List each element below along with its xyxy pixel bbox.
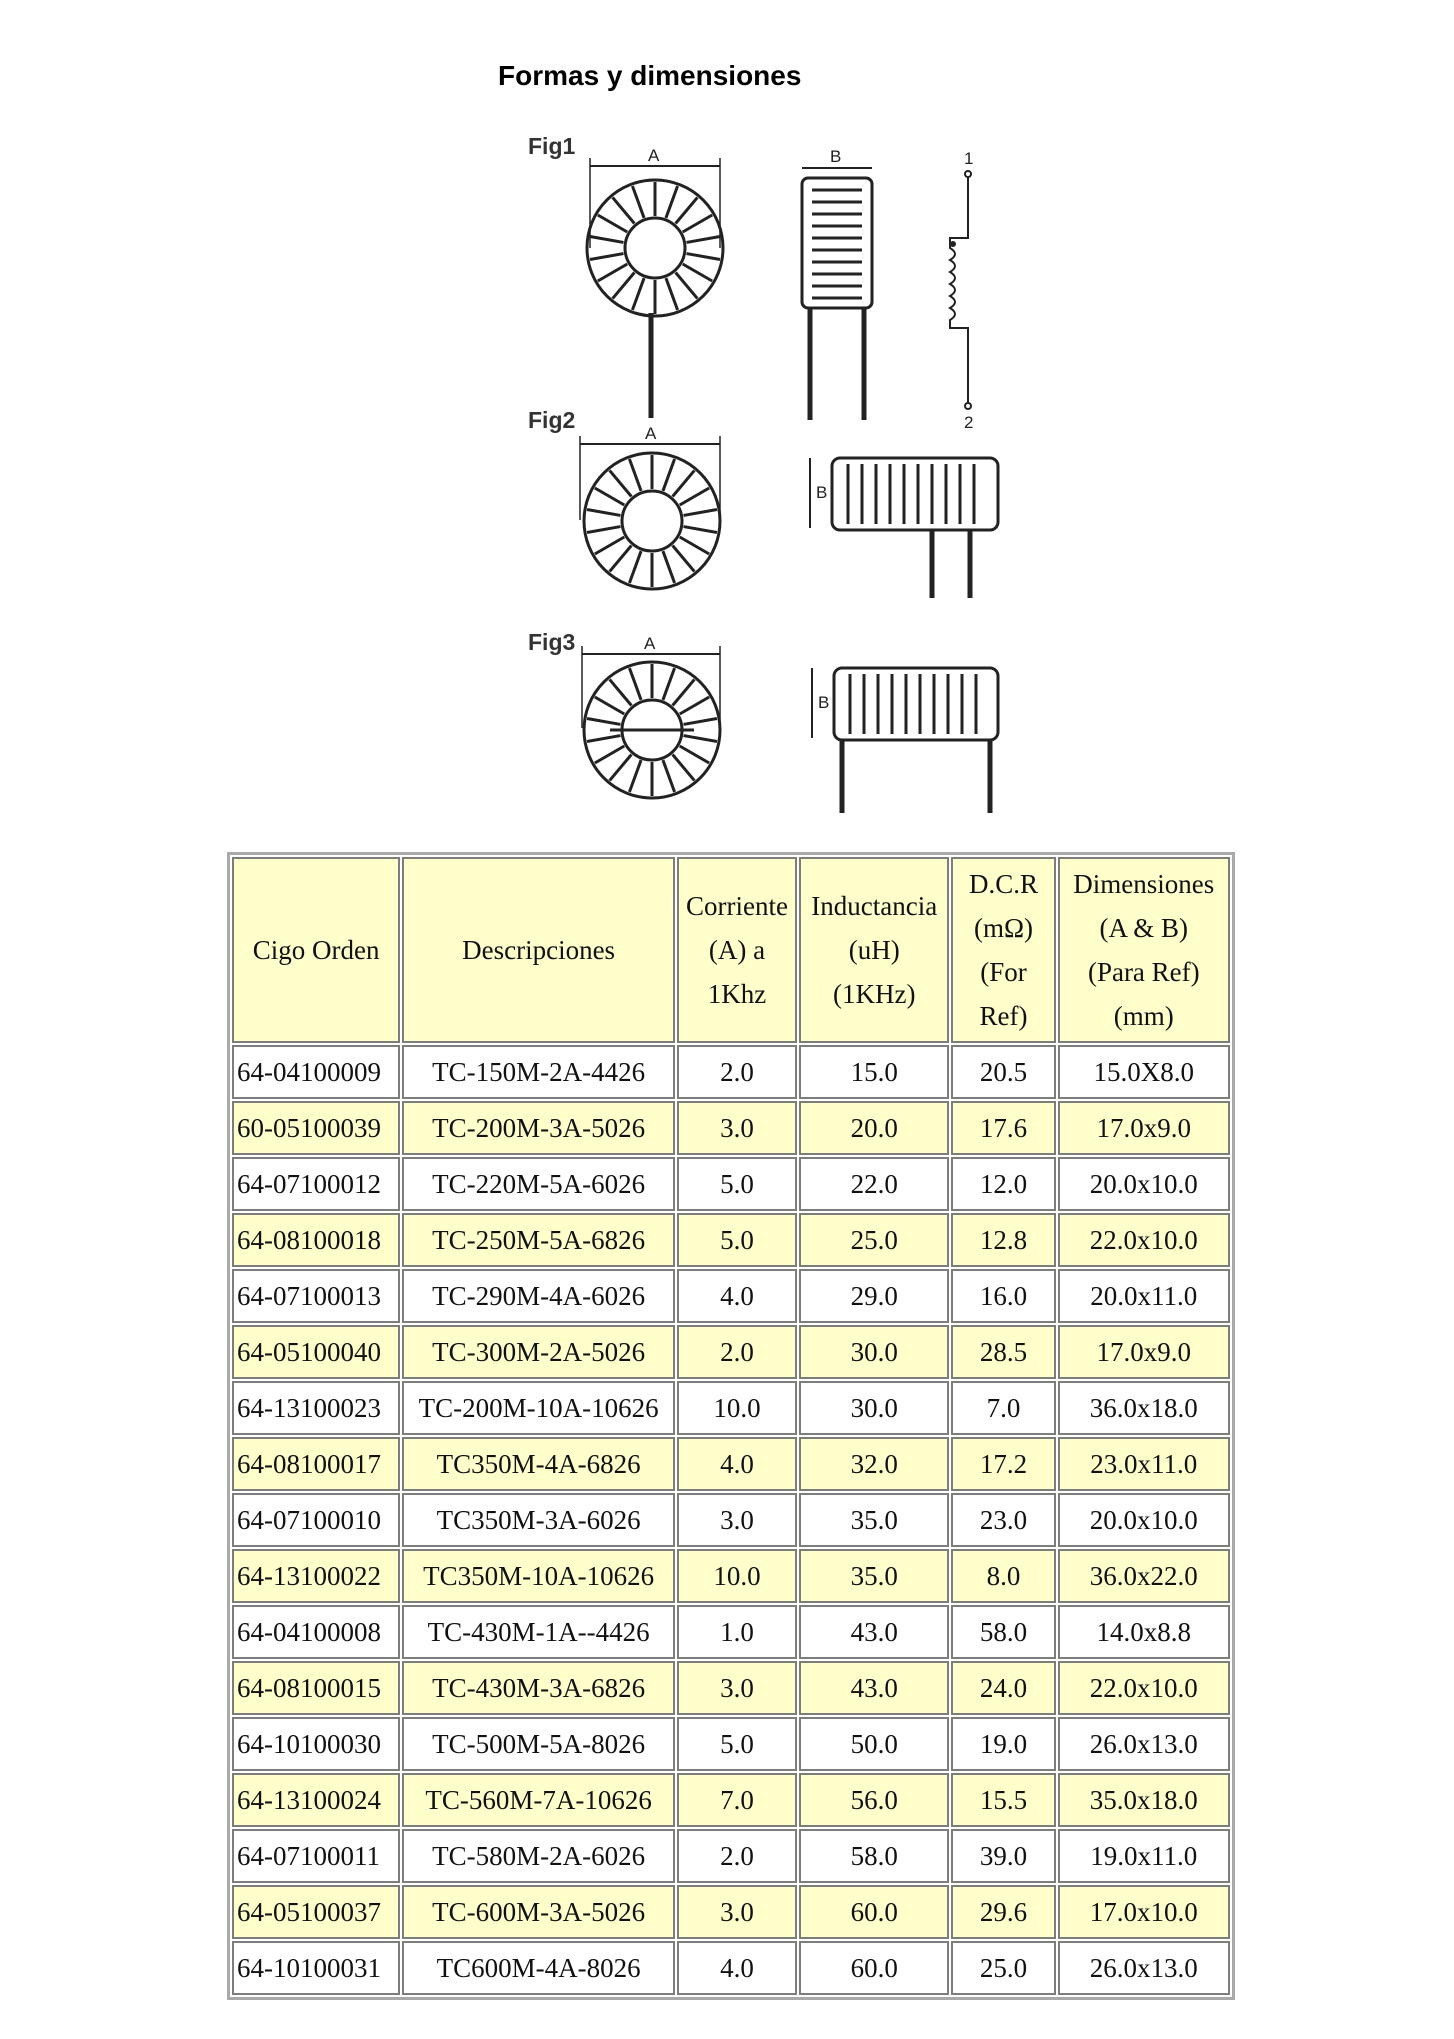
cell-inductance: 35.0 [799,1493,949,1547]
header-description: Descripciones [402,857,675,1043]
cell-description: TC350M-3A-6026 [402,1493,675,1547]
cell-order-code: 64-07100011 [232,1829,400,1883]
cell-description: TC-220M-5A-6026 [402,1157,675,1211]
cell-current: 4.0 [677,1437,797,1491]
cell-order-code: 64-07100013 [232,1269,400,1323]
cell-order-code: 64-08100017 [232,1437,400,1491]
cell-dimensions: 19.0x11.0 [1058,1829,1230,1883]
cell-dcr: 20.5 [951,1045,1055,1099]
cell-current: 7.0 [677,1773,797,1827]
table-row [232,1045,1230,1099]
fig2-dim-a: A [645,424,657,443]
cell-dcr: 24.0 [951,1661,1055,1715]
table-row [232,1101,1230,1155]
cell-inductance: 29.0 [799,1269,949,1323]
cell-inductance: 43.0 [799,1605,949,1659]
table-row [232,1717,1230,1771]
cell-dcr: 23.0 [951,1493,1055,1547]
cell-inductance: 35.0 [799,1549,949,1603]
table-row [232,1437,1230,1491]
fig1-dim-a: A [648,146,660,165]
cell-inductance: 56.0 [799,1773,949,1827]
table-row [232,1885,1230,1939]
cell-inductance: 30.0 [799,1325,949,1379]
cell-order-code: 64-08100015 [232,1661,400,1715]
cell-current: 4.0 [677,1941,797,1995]
cell-dimensions: 20.0x10.0 [1058,1157,1230,1211]
cell-order-code: 60-05100039 [232,1101,400,1155]
table-row [232,1605,1230,1659]
table-header-row [232,857,1230,1043]
cell-inductance: 32.0 [799,1437,949,1491]
fig2-side-view [810,458,998,598]
cell-dcr: 19.0 [951,1717,1055,1771]
cell-order-code: 64-08100018 [232,1213,400,1267]
table-row [232,1941,1230,1995]
table-row [232,1381,1230,1435]
cell-dcr: 28.5 [951,1325,1055,1379]
cell-order-code: 64-10100030 [232,1717,400,1771]
cell-inductance: 50.0 [799,1717,949,1771]
cell-order-code: 64-05100037 [232,1885,400,1939]
fig1-top-view [587,146,723,418]
cell-dcr: 17.6 [951,1101,1055,1155]
cell-dimensions: 35.0x18.0 [1058,1773,1230,1827]
cell-description: TC-560M-7A-10626 [402,1773,675,1827]
cell-inductance: 30.0 [799,1381,949,1435]
cell-order-code: 64-13100022 [232,1549,400,1603]
cell-inductance: 60.0 [799,1885,949,1939]
cell-dimensions: 17.0x9.0 [1058,1101,1230,1155]
cell-dimensions: 26.0x13.0 [1058,1941,1230,1995]
specifications-table [227,852,1235,2000]
cell-order-code: 64-04100008 [232,1605,400,1659]
cell-current: 3.0 [677,1661,797,1715]
fig2-dim-b: B [816,483,828,502]
fig1-pin-1: 1 [964,149,974,168]
fig1-schematic [950,149,973,432]
table-row [232,1269,1230,1323]
cell-dimensions: 17.0x9.0 [1058,1325,1230,1379]
fig1-pin-2: 2 [964,413,974,432]
cell-dcr: 8.0 [951,1549,1055,1603]
cell-inductance: 58.0 [799,1829,949,1883]
table-row [232,1493,1230,1547]
cell-dimensions: 22.0x10.0 [1058,1661,1230,1715]
cell-dcr: 12.8 [951,1213,1055,1267]
cell-order-code: 64-04100009 [232,1045,400,1099]
fig1-side-view [802,147,872,420]
cell-description: TC-580M-2A-6026 [402,1829,675,1883]
cell-inductance: 60.0 [799,1941,949,1995]
cell-inductance: 20.0 [799,1101,949,1155]
cell-dcr: 29.6 [951,1885,1055,1939]
cell-current: 5.0 [677,1213,797,1267]
header-current: Corriente (A) a 1Khz [677,857,797,1043]
cell-dcr: 12.0 [951,1157,1055,1211]
cell-current: 10.0 [677,1381,797,1435]
cell-order-code: 64-10100031 [232,1941,400,1995]
fig3-dim-a: A [644,634,656,653]
cell-dimensions: 20.0x10.0 [1058,1493,1230,1547]
cell-dcr: 15.5 [951,1773,1055,1827]
cell-current: 3.0 [677,1101,797,1155]
cell-order-code: 64-13100023 [232,1381,400,1435]
cell-dimensions: 20.0x11.0 [1058,1269,1230,1323]
cell-dimensions: 15.0X8.0 [1058,1045,1230,1099]
cell-current: 3.0 [677,1885,797,1939]
cell-description: TC-250M-5A-6826 [402,1213,675,1267]
cell-description: TC350M-4A-6826 [402,1437,675,1491]
cell-description: TC600M-4A-8026 [402,1941,675,1995]
cell-dcr: 39.0 [951,1829,1055,1883]
header-order-code: Cigo Orden [232,857,400,1043]
cell-description: TC-200M-3A-5026 [402,1101,675,1155]
cell-order-code: 64-07100010 [232,1493,400,1547]
cell-current: 2.0 [677,1829,797,1883]
header-dimensions: Dimensiones (A & B) (Para Ref) (mm) [1058,857,1230,1043]
cell-description: TC-150M-2A-4426 [402,1045,675,1099]
cell-description: TC-300M-2A-5026 [402,1325,675,1379]
cell-dimensions: 14.0x8.8 [1058,1605,1230,1659]
cell-dimensions: 23.0x11.0 [1058,1437,1230,1491]
cell-current: 2.0 [677,1325,797,1379]
cell-description: TC-500M-5A-8026 [402,1717,675,1771]
cell-dimensions: 26.0x13.0 [1058,1717,1230,1771]
cell-description: TC-430M-1A--4426 [402,1605,675,1659]
page-title: Formas y dimensiones [498,60,802,91]
fig1-dim-b: B [830,147,842,166]
cell-current: 5.0 [677,1157,797,1211]
fig3-label: Fig3 [528,629,576,655]
cell-dcr: 7.0 [951,1381,1055,1435]
cell-dimensions: 17.0x10.0 [1058,1885,1230,1939]
cell-order-code: 64-05100040 [232,1325,400,1379]
cell-description: TC-200M-10A-10626 [402,1381,675,1435]
table-row [232,1829,1230,1883]
fig1-label: Fig1 [528,133,576,159]
fig3-side-view [812,668,998,813]
cell-order-code: 64-13100024 [232,1773,400,1827]
cell-current: 2.0 [677,1045,797,1099]
cell-inductance: 22.0 [799,1157,949,1211]
cell-inductance: 15.0 [799,1045,949,1099]
table-row [232,1773,1230,1827]
fig2-label: Fig2 [528,407,576,433]
cell-dimensions: 36.0x18.0 [1058,1381,1230,1435]
cell-current: 5.0 [677,1717,797,1771]
cell-description: TC-290M-4A-6026 [402,1269,675,1323]
table-row [232,1213,1230,1267]
table-row [232,1549,1230,1603]
table-row [232,1661,1230,1715]
cell-description: TC-430M-3A-6826 [402,1661,675,1715]
fig3-dim-b: B [818,693,830,712]
table-row [232,1325,1230,1379]
cell-current: 1.0 [677,1605,797,1659]
cell-current: 10.0 [677,1549,797,1603]
fig2-top-view [580,424,720,589]
cell-dimensions: 36.0x22.0 [1058,1549,1230,1603]
toroid-figures-diagram [520,128,1000,818]
cell-dimensions: 22.0x10.0 [1058,1213,1230,1267]
header-dcr: D.C.R (mΩ) (For Ref) [951,857,1055,1043]
cell-dcr: 58.0 [951,1605,1055,1659]
table-row [232,1157,1230,1211]
cell-current: 4.0 [677,1269,797,1323]
cell-dcr: 17.2 [951,1437,1055,1491]
cell-description: TC-600M-3A-5026 [402,1885,675,1939]
cell-inductance: 25.0 [799,1213,949,1267]
cell-dcr: 25.0 [951,1941,1055,1995]
cell-description: TC350M-10A-10626 [402,1549,675,1603]
fig3-top-view [582,634,720,798]
cell-current: 3.0 [677,1493,797,1547]
cell-dcr: 16.0 [951,1269,1055,1323]
cell-inductance: 43.0 [799,1661,949,1715]
cell-order-code: 64-07100012 [232,1157,400,1211]
header-inductance: Inductancia (uH) (1KHz) [799,857,949,1043]
